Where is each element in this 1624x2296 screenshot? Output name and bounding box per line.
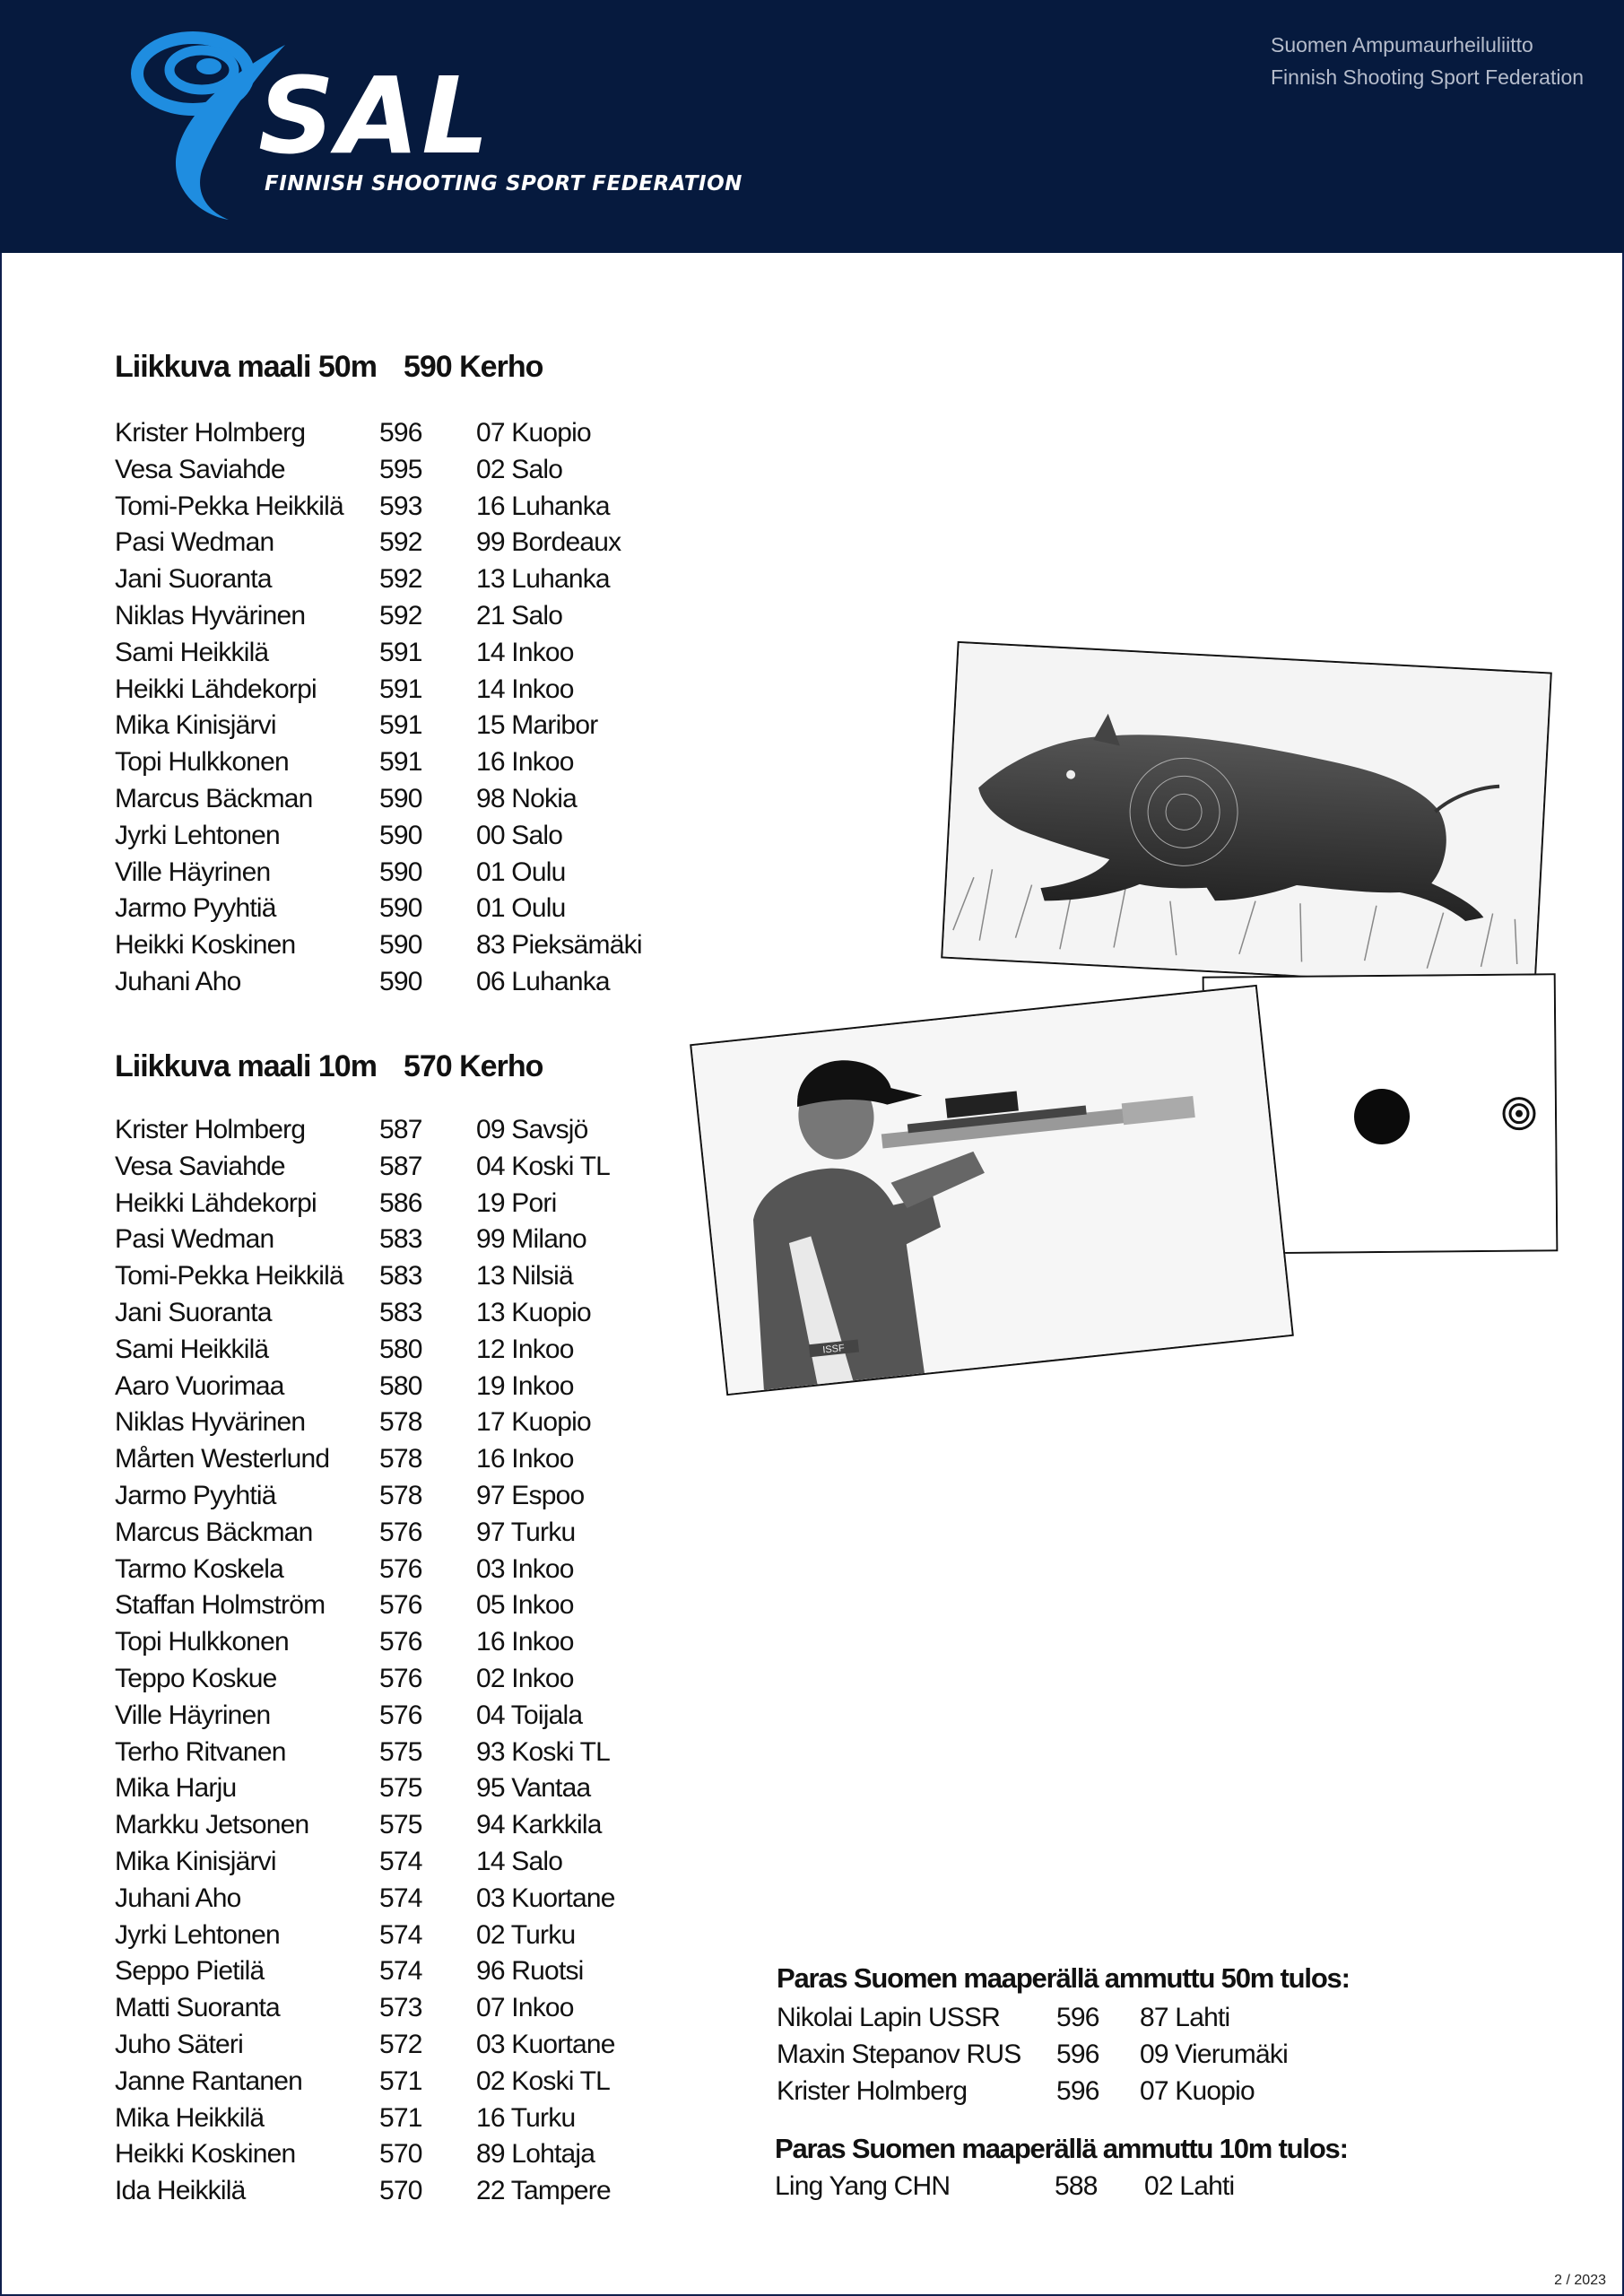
score-value: 590 xyxy=(379,966,422,996)
year-location: 83 Pieksämäki xyxy=(476,930,642,961)
score-value: 591 xyxy=(379,674,422,704)
athlete-name: Terho Ritvanen xyxy=(115,1736,286,1767)
year-location: 13 Luhanka xyxy=(476,564,610,595)
athlete-name: Matti Suoranta xyxy=(115,1993,280,2023)
score-value: 576 xyxy=(379,1663,422,1693)
year-location: 03 Inkoo xyxy=(476,1553,574,1584)
athlete-name: Vesa Saviahde xyxy=(115,454,285,484)
athlete-name: Tarmo Koskela xyxy=(115,1553,284,1584)
logo-subtitle: FINNISH SHOOTING SPORT FEDERATION xyxy=(265,172,743,196)
athlete-name: Sami Heikkilä xyxy=(115,637,269,667)
year-location: 09 Savsjö xyxy=(476,1115,588,1144)
score-value: 591 xyxy=(379,637,422,667)
year-location: 19 Pori xyxy=(476,1187,557,1218)
score-value: 583 xyxy=(379,1261,422,1292)
year-location: 02 Koski TL xyxy=(476,2066,611,2096)
boar-icon xyxy=(942,643,1550,987)
score-value: 596 xyxy=(1056,2039,1099,2069)
year-location: 97 Turku xyxy=(476,1517,576,1547)
athlete-name: Mårten Westerlund xyxy=(115,1444,330,1474)
score-value: 570 xyxy=(379,2139,422,2170)
score-value: 574 xyxy=(379,1956,422,1987)
score-value: 588 xyxy=(1055,2171,1098,2201)
athlete-name: Teppo Koskue xyxy=(115,1663,277,1693)
score-value: 590 xyxy=(379,783,422,813)
athlete-name: Jani Suoranta xyxy=(115,564,272,595)
athlete-name: Mika Kinisjärvi xyxy=(115,1846,276,1876)
year-location: 14 Inkoo xyxy=(476,674,574,704)
score-value: 590 xyxy=(379,857,422,887)
athlete-name: Jyrki Lehtonen xyxy=(115,1919,280,1950)
score-value: 578 xyxy=(379,1444,422,1474)
score-value: 596 xyxy=(379,418,422,448)
best-10m-title: Paras Suomen maaperällä ammuttu 10m tulos: xyxy=(775,2133,1348,2164)
score-value: 590 xyxy=(379,820,422,850)
year-location: 14 Salo xyxy=(476,1846,563,1876)
athlete-name: Jarmo Pyyhtiä xyxy=(115,1480,276,1510)
athlete-name: Heikki Koskinen xyxy=(115,2139,296,2170)
athlete-name: Mika Kinisjärvi xyxy=(115,710,276,741)
year-location: 03 Kuortane xyxy=(476,1883,615,1913)
score-value: 571 xyxy=(379,2102,422,2133)
organization-name xyxy=(1271,29,1584,93)
score-value: 591 xyxy=(379,747,422,778)
athlete-name: Juho Säteri xyxy=(115,2029,243,2059)
section-title-discipline: Liikkuva maali 50m xyxy=(115,350,377,384)
score-value: 575 xyxy=(379,1810,422,1840)
year-location: 07 Kuopio xyxy=(1140,2075,1255,2106)
year-location: 95 Vantaa xyxy=(476,1773,591,1804)
athlete-name: Pasi Wedman xyxy=(115,527,274,558)
athlete-name: Juhani Aho xyxy=(115,1883,241,1913)
year-location: 04 Toijala xyxy=(476,1700,583,1730)
year-location: 16 Inkoo xyxy=(476,1627,574,1657)
score-value: 575 xyxy=(379,1773,422,1804)
athlete-name: Krister Holmberg xyxy=(115,1115,306,1144)
best-50m-title: Paras Suomen maaperällä ammuttu 50m tulos: xyxy=(777,1962,1350,1994)
score-value: 596 xyxy=(1056,2075,1099,2106)
athlete-name: Maxin Stepanov RUS xyxy=(777,2039,1021,2069)
score-value: 575 xyxy=(379,1736,422,1767)
year-location: 16 Inkoo xyxy=(476,747,574,778)
athlete-name: Tomi-Pekka Heikkilä xyxy=(115,1261,343,1292)
score-value: 590 xyxy=(379,893,422,924)
athlete-name: Ida Heikkilä xyxy=(115,2176,246,2206)
athlete-name: Pasi Wedman xyxy=(115,1224,274,1255)
athlete-name: Mika Heikkilä xyxy=(115,2102,265,2133)
year-location: 12 Inkoo xyxy=(476,1334,574,1364)
year-location: 17 Kuopio xyxy=(476,1407,591,1438)
section-title-limit: 570 Kerho xyxy=(403,1049,543,1083)
score-value: 592 xyxy=(379,600,422,631)
shooter-photo xyxy=(690,985,1294,1396)
year-location: 02 Salo xyxy=(476,454,563,484)
score-value: 596 xyxy=(1056,2003,1099,2032)
athlete-name: Topi Hulkkonen xyxy=(115,747,289,778)
athlete-name: Seppo Pietilä xyxy=(115,1956,265,1987)
score-value: 587 xyxy=(379,1151,422,1181)
section-title-discipline: Liikkuva maali 10m xyxy=(115,1049,377,1083)
year-location: 89 Lohtaja xyxy=(476,2139,595,2170)
score-value: 576 xyxy=(379,1700,422,1730)
year-location: 99 Bordeaux xyxy=(476,527,621,558)
year-location: 03 Kuortane xyxy=(476,2029,615,2059)
year-location: 22 Tampere xyxy=(476,2176,611,2206)
score-value: 580 xyxy=(379,1334,422,1364)
athlete-name: Nikolai Lapin USSR xyxy=(777,2003,1001,2032)
athlete-name: Ville Häyrinen xyxy=(115,1700,271,1730)
year-location: 19 Inkoo xyxy=(476,1370,574,1401)
year-location: 14 Inkoo xyxy=(476,637,574,667)
score-value: 592 xyxy=(379,564,422,595)
athlete-name: Juhani Aho xyxy=(115,966,241,996)
athlete-name: Heikki Lähdekorpi xyxy=(115,1187,317,1218)
year-location: 13 Kuopio xyxy=(476,1297,591,1327)
athlete-name: Krister Holmberg xyxy=(115,418,306,448)
athlete-name: Heikki Koskinen xyxy=(115,930,296,961)
score-value: 573 xyxy=(379,1993,422,2023)
athlete-name: Marcus Bäckman xyxy=(115,1517,313,1547)
score-value: 595 xyxy=(379,454,422,484)
year-location: 06 Luhanka xyxy=(476,966,610,996)
section-title-50m xyxy=(115,350,543,385)
score-value: 578 xyxy=(379,1407,422,1438)
year-location: 87 Lahti xyxy=(1140,2003,1230,2032)
athlete-name: Ling Yang CHN xyxy=(775,2171,951,2201)
organization-name-fi: Suomen Ampumaurheiluliitto xyxy=(1271,33,1533,57)
athlete-name: Mika Harju xyxy=(115,1773,237,1804)
score-value: 571 xyxy=(379,2066,422,2096)
year-location: 13 Nilsiä xyxy=(476,1261,573,1292)
year-location: 02 Inkoo xyxy=(476,1663,574,1693)
score-value: 586 xyxy=(379,1187,422,1218)
score-value: 574 xyxy=(379,1919,422,1950)
score-value: 583 xyxy=(379,1297,422,1327)
year-location: 96 Ruotsi xyxy=(476,1956,584,1987)
athlete-name: Jarmo Pyyhtiä xyxy=(115,893,276,924)
year-location: 02 Turku xyxy=(476,1919,576,1950)
athlete-name: Sami Heikkilä xyxy=(115,1334,269,1364)
score-value: 592 xyxy=(379,527,422,558)
year-location: 01 Oulu xyxy=(476,857,566,887)
shooter-badge: ISSF xyxy=(821,1343,846,1356)
score-value: 587 xyxy=(379,1115,422,1144)
year-location: 93 Koski TL xyxy=(476,1736,611,1767)
year-location: 98 Nokia xyxy=(476,783,578,813)
year-location: 99 Milano xyxy=(476,1224,586,1255)
score-value: 580 xyxy=(379,1370,422,1401)
year-location: 21 Salo xyxy=(476,600,563,631)
athlete-name: Niklas Hyvärinen xyxy=(115,600,306,631)
year-location: 01 Oulu xyxy=(476,893,566,924)
page-number: 2 / 2023 xyxy=(1554,2273,1606,2288)
athlete-name: Tomi-Pekka Heikkilä xyxy=(115,491,343,521)
score-value: 593 xyxy=(379,491,422,521)
score-value: 574 xyxy=(379,1883,422,1913)
year-location: 07 Inkoo xyxy=(476,1993,574,2023)
year-location: 04 Koski TL xyxy=(476,1151,611,1181)
athlete-name: Krister Holmberg xyxy=(777,2075,968,2106)
year-location: 15 Maribor xyxy=(476,710,598,741)
year-location: 97 Espoo xyxy=(476,1480,585,1510)
score-value: 574 xyxy=(379,1846,422,1876)
athlete-name: Janne Rantanen xyxy=(115,2066,302,2096)
score-value: 590 xyxy=(379,930,422,961)
year-location: 07 Kuopio xyxy=(476,418,591,448)
shooter-icon xyxy=(691,987,1291,1394)
section-title-10m xyxy=(115,1049,543,1084)
year-location: 00 Salo xyxy=(476,820,563,850)
athlete-name: Jani Suoranta xyxy=(115,1297,272,1327)
athlete-name: Heikki Lähdekorpi xyxy=(115,674,317,704)
athlete-name: Markku Jetsonen xyxy=(115,1810,309,1840)
section-title-limit: 590 Kerho xyxy=(403,350,543,384)
score-value: 583 xyxy=(379,1224,422,1255)
boar-target-photo xyxy=(941,641,1552,989)
athlete-name: Vesa Saviahde xyxy=(115,1151,285,1181)
page-header xyxy=(0,0,1624,253)
score-value: 572 xyxy=(379,2029,422,2059)
logo-wordmark: SAL xyxy=(258,54,492,178)
score-value: 578 xyxy=(379,1480,422,1510)
score-value: 570 xyxy=(379,2176,422,2206)
athlete-name: Ville Häyrinen xyxy=(115,857,271,887)
score-value: 576 xyxy=(379,1517,422,1547)
athlete-name: Niklas Hyvärinen xyxy=(115,1407,306,1438)
score-value: 576 xyxy=(379,1553,422,1584)
year-location: 02 Lahti xyxy=(1144,2171,1235,2201)
athlete-name: Jyrki Lehtonen xyxy=(115,820,280,850)
score-value: 576 xyxy=(379,1590,422,1621)
score-value: 576 xyxy=(379,1627,422,1657)
athlete-name: Topi Hulkkonen xyxy=(115,1627,289,1657)
year-location: 05 Inkoo xyxy=(476,1590,574,1621)
year-location: 16 Inkoo xyxy=(476,1444,574,1474)
year-location: 09 Vierumäki xyxy=(1140,2039,1288,2069)
organization-name-en: Finnish Shooting Sport Federation xyxy=(1271,65,1585,89)
year-location: 16 Luhanka xyxy=(476,491,610,521)
year-location: 94 Karkkila xyxy=(476,1810,602,1840)
year-location: 16 Turku xyxy=(476,2102,576,2133)
score-value: 591 xyxy=(379,710,422,741)
athlete-name: Marcus Bäckman xyxy=(115,783,313,813)
athlete-name: Aaro Vuorimaa xyxy=(115,1370,284,1401)
athlete-name: Staffan Holmström xyxy=(115,1590,326,1621)
